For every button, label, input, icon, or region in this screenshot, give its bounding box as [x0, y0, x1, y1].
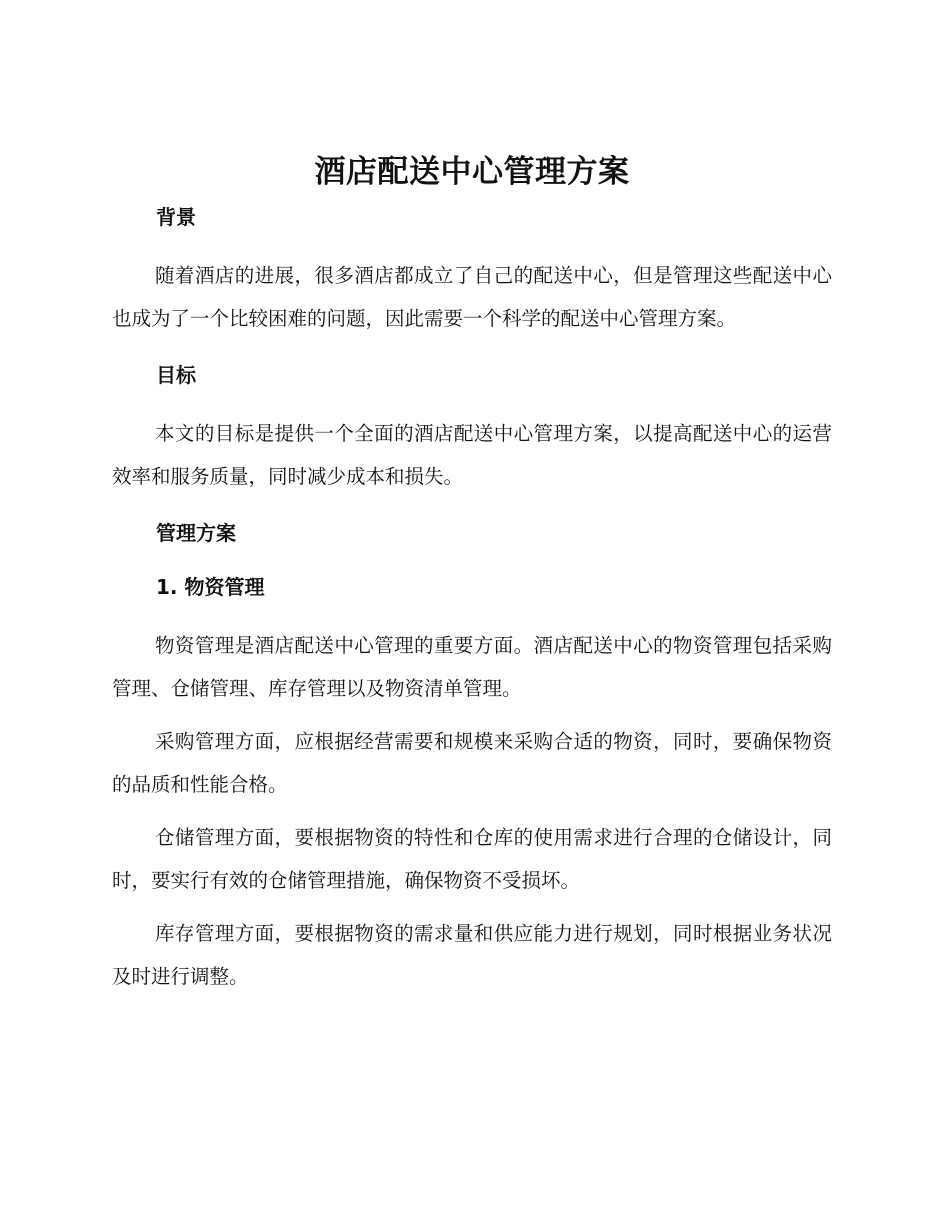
section-heading-background: 背景: [156, 205, 196, 229]
section-heading-goal: 目标: [156, 363, 196, 387]
subsection-heading-material: 1. 物资管理: [156, 575, 265, 599]
document-title: 酒店配送中心管理方案: [314, 154, 630, 190]
material-paragraph: 物资管理是酒店配送中心管理的重要方面。酒店配送中心的物资管理包括采购管理、仓储管理、库存管理以及物资清单管理。: [112, 634, 832, 700]
storage-paragraph: 仓储管理方面，要根据物资的特性和仓库的使用需求进行合理的仓储设计，同时，要实行有效的仓储管理措施，确保物资不受损坏。: [112, 826, 832, 892]
section-heading-plan: 管理方案: [156, 521, 236, 545]
goal-paragraph: 本文的目标是提供一个全面的酒店配送中心管理方案，以提高配送中心的运营效率和服务质量，同时减少成本和损失。: [112, 422, 832, 488]
document-page: [112, 150, 832, 998]
inventory-paragraph: 库存管理方面，要根据物资的需求量和供应能力进行规划，同时根据业务状况及时进行调整。: [112, 922, 832, 988]
background-paragraph: 随着酒店的进展，很多酒店都成立了自己的配送中心，但是管理这些配送中心也成为了一个比较困难的问题，因此需要一个科学的配送中心管理方案。: [112, 264, 832, 330]
purchase-paragraph: 采购管理方面，应根据经营需要和规模来采购合适的物资，同时，要确保物资的品质和性能合格。: [112, 730, 832, 796]
